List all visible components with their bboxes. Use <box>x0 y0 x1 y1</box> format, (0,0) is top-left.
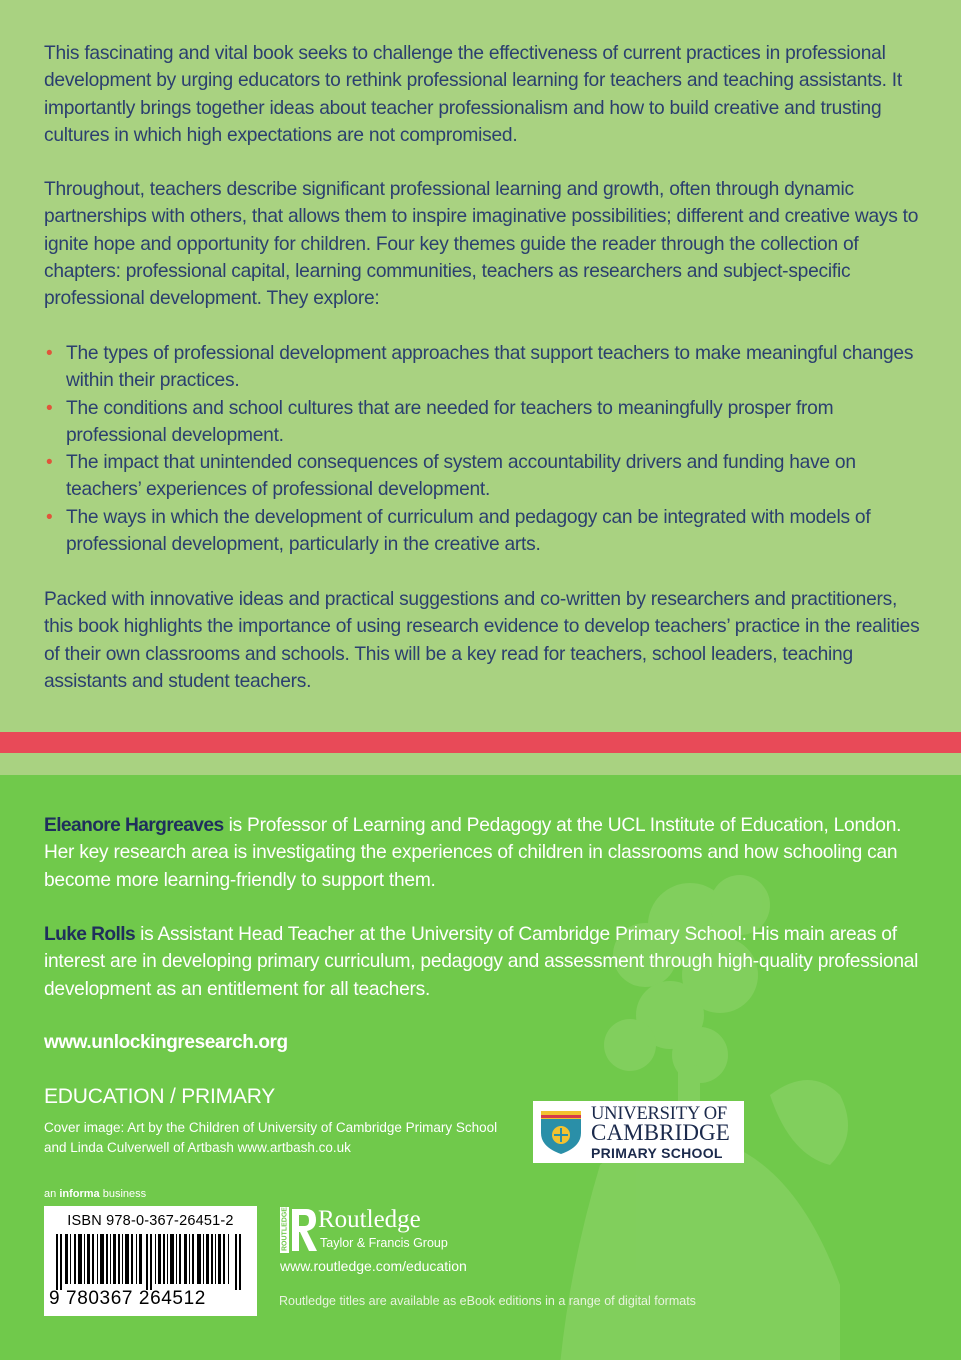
school-logo-line-1: UNIVERSITY OF <box>591 1104 727 1124</box>
description-paragraph-2: Throughout, teachers describe significant professional learning and growth, often through dynamic partnerships with others, that allows them to inspire imaginative possibilities; different and creative ways to ignite hope and opportunity for children. Four key themes guide the reader through the collection of chapters: professional capital, learning communities, teachers as researchers and subject-specific professional development. They explore: <box>44 179 919 310</box>
description-paragraph-1: This fascinating and vital book seeks to challenge the effectiveness of current practices in professional development by urging educators to rethink professional learning for teachers and teaching assistants. It importantly brings together ideas about teacher professionalism and how to build creative and trusting cultures in which high expectations are not compromised. <box>44 43 902 146</box>
website-link[interactable]: www.unlockingresearch.org <box>44 1032 288 1053</box>
list-item: • The ways in which the development of curriculum and pedagogy can be integrated with models of professional development, particularly in the creative arts. <box>44 504 924 559</box>
barcode-digits: 9 780367 264512 <box>49 1288 206 1309</box>
publisher-group: Taylor & Francis Group <box>320 1236 448 1250</box>
bullet-icon: • <box>46 452 53 474</box>
accent-stripe <box>0 732 961 753</box>
school-logo-line-3: PRIMARY SCHOOL <box>591 1145 723 1161</box>
shield-icon <box>539 1109 583 1155</box>
themes-list <box>44 340 924 558</box>
informa-business-label: an informa business <box>44 1188 147 1200</box>
barcode-icon <box>52 1234 249 1290</box>
svg-text:ROUTLEDGE: ROUTLEDGE <box>281 1207 289 1251</box>
author-name: Luke Rolls <box>44 924 136 945</box>
author-name: Eleanore Hargreaves <box>44 815 224 836</box>
isbn-text: ISBN 978-0-367-26451-2 <box>67 1213 234 1229</box>
school-logo <box>533 1101 744 1163</box>
school-logo-line-2: CAMBRIDGE <box>591 1120 730 1145</box>
author-bio-2: Luke Rolls is Assistant Head Teacher at the University of Cambridge Primary School. His main areas of interest are in developing primary curriculum, pedagogy and assessment through high-quality professional development as an entitlement for all teachers. <box>44 924 919 1000</box>
description-paragraph-3: Packed with innovative ideas and practical suggestions and co-written by researchers and practitioners, this book highlights the importance of using research evidence to develop teachers’ practice in the realities of their own classrooms and schools. This will be a key read for teachers, school leaders, teaching assistants and student teachers. <box>44 589 920 692</box>
bullet-icon: • <box>46 506 53 528</box>
routledge-logo-icon <box>280 1207 320 1253</box>
list-item: • The conditions and school cultures that are needed for teachers to meaningfully prosper from professional development. <box>44 395 924 450</box>
bullet-icon: • <box>46 343 53 364</box>
list-item: • The impact that unintended consequences of system accountability drivers and funding have on teachers’ experiences of professional development. <box>44 449 924 504</box>
publisher-name: Routledge <box>318 1206 421 1233</box>
category-label: EDUCATION / PRIMARY <box>44 1085 276 1108</box>
divider-band <box>0 753 961 775</box>
publisher-url[interactable]: www.routledge.com/education <box>280 1258 467 1274</box>
author-bio-1: Eleanore Hargreaves is Professor of Learning and Pedagogy at the UCL Institute of Education, London. Her key research area is investigating the experiences of children in classrooms and how schooling can become more learning-friendly to support them. <box>44 815 902 891</box>
ebook-note: Routledge titles are available as eBook editions in a range of digital formats <box>279 1294 696 1308</box>
list-item: • The types of professional development approaches that support teachers to make meaningful changes within their practices. <box>44 340 924 395</box>
bullet-icon: • <box>46 397 53 419</box>
barcode-box <box>44 1206 257 1316</box>
cover-credit: Cover image: Art by the Children of University of Cambridge Primary School and Linda Culverwell of Artbash www.artbash.co.uk <box>44 1120 498 1155</box>
